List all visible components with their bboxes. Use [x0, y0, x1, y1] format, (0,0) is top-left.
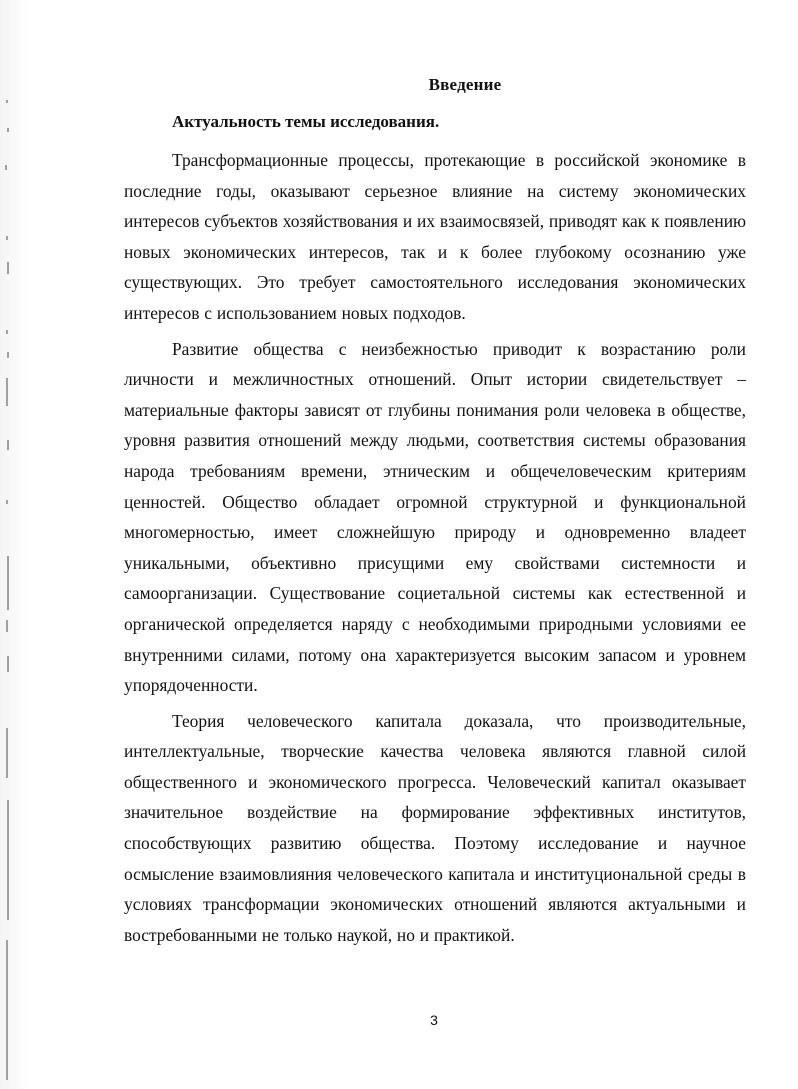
scan-speck: [6, 728, 8, 778]
scan-speck: [6, 620, 8, 632]
page-number: 3: [430, 1012, 438, 1028]
scan-speck: [7, 352, 9, 358]
section-subheading: Актуальность темы исследования.: [172, 112, 440, 131]
scan-speck: [7, 800, 9, 920]
scan-speck: [7, 656, 9, 672]
scan-speck: [6, 100, 8, 103]
scan-speck: [5, 165, 7, 170]
page-title: Введение: [428, 75, 502, 94]
scan-speck: [6, 940, 8, 1080]
scan-speck: [6, 330, 8, 334]
document-page: [124, 70, 746, 950]
scan-speck: [7, 440, 9, 450]
scan-speck: [6, 500, 8, 504]
scan-left-margin: [0, 0, 30, 1089]
scan-speck: [7, 556, 9, 610]
paragraph-2: Развитие общества с неизбежностью приводит к возрастанию роли личности и межличностных отношений. Опыт истории свидетельствует – материальные факторы зависят от глубины понимания роли человека в обществе, уровня развития отношений между людьми, соответствия системы образования народа требованиям времени, этническим и общечеловеческим критериям ценностей. Общество обладает огромной структурной и функциональной многомерностью, имеет сложнейшую природу и одновременно владеет уникальными, объективно присущими ему свойствами системности и самоорганизации. Существование социетальной системы как естественной и органической определяется наряду с необходимыми природными условиями ее внутренними силами, потому она характеризуется высоким запасом и уровнем упорядоченности.: [124, 338, 746, 696]
paragraph-3: Теория человеческого капитала доказала, что производительные, интеллектуальные, творческие качества человека являются главной силой общественного и экономического прогресса. Человеческий капитал оказывает значительное воздействие на формирование эффективных институтов, способствующих развитию общества. Поэтому исследование и научное осмысление взаимовлияния человеческого капитала и институциональной среды в условиях трансформации экономических отношений являются актуальными и востребованными не только наукой, но и практикой.: [124, 710, 746, 945]
scan-speck: [6, 236, 8, 240]
scan-speck: [6, 378, 8, 406]
scan-speck: [7, 128, 9, 132]
scan-speck: [7, 262, 9, 274]
paragraph-1: Трансформационные процессы, протекающие в российской экономике в последние годы, оказывают серьезное влияние на систему экономических интересов субъектов хозяйствования и их взаимосвязей, приводят как к появлению новых экономических интересов, так и к более глубокому осознанию уже существующих. Это требует самостоятельного исследования экономических интересов с использованием новых подходов.: [124, 150, 746, 323]
